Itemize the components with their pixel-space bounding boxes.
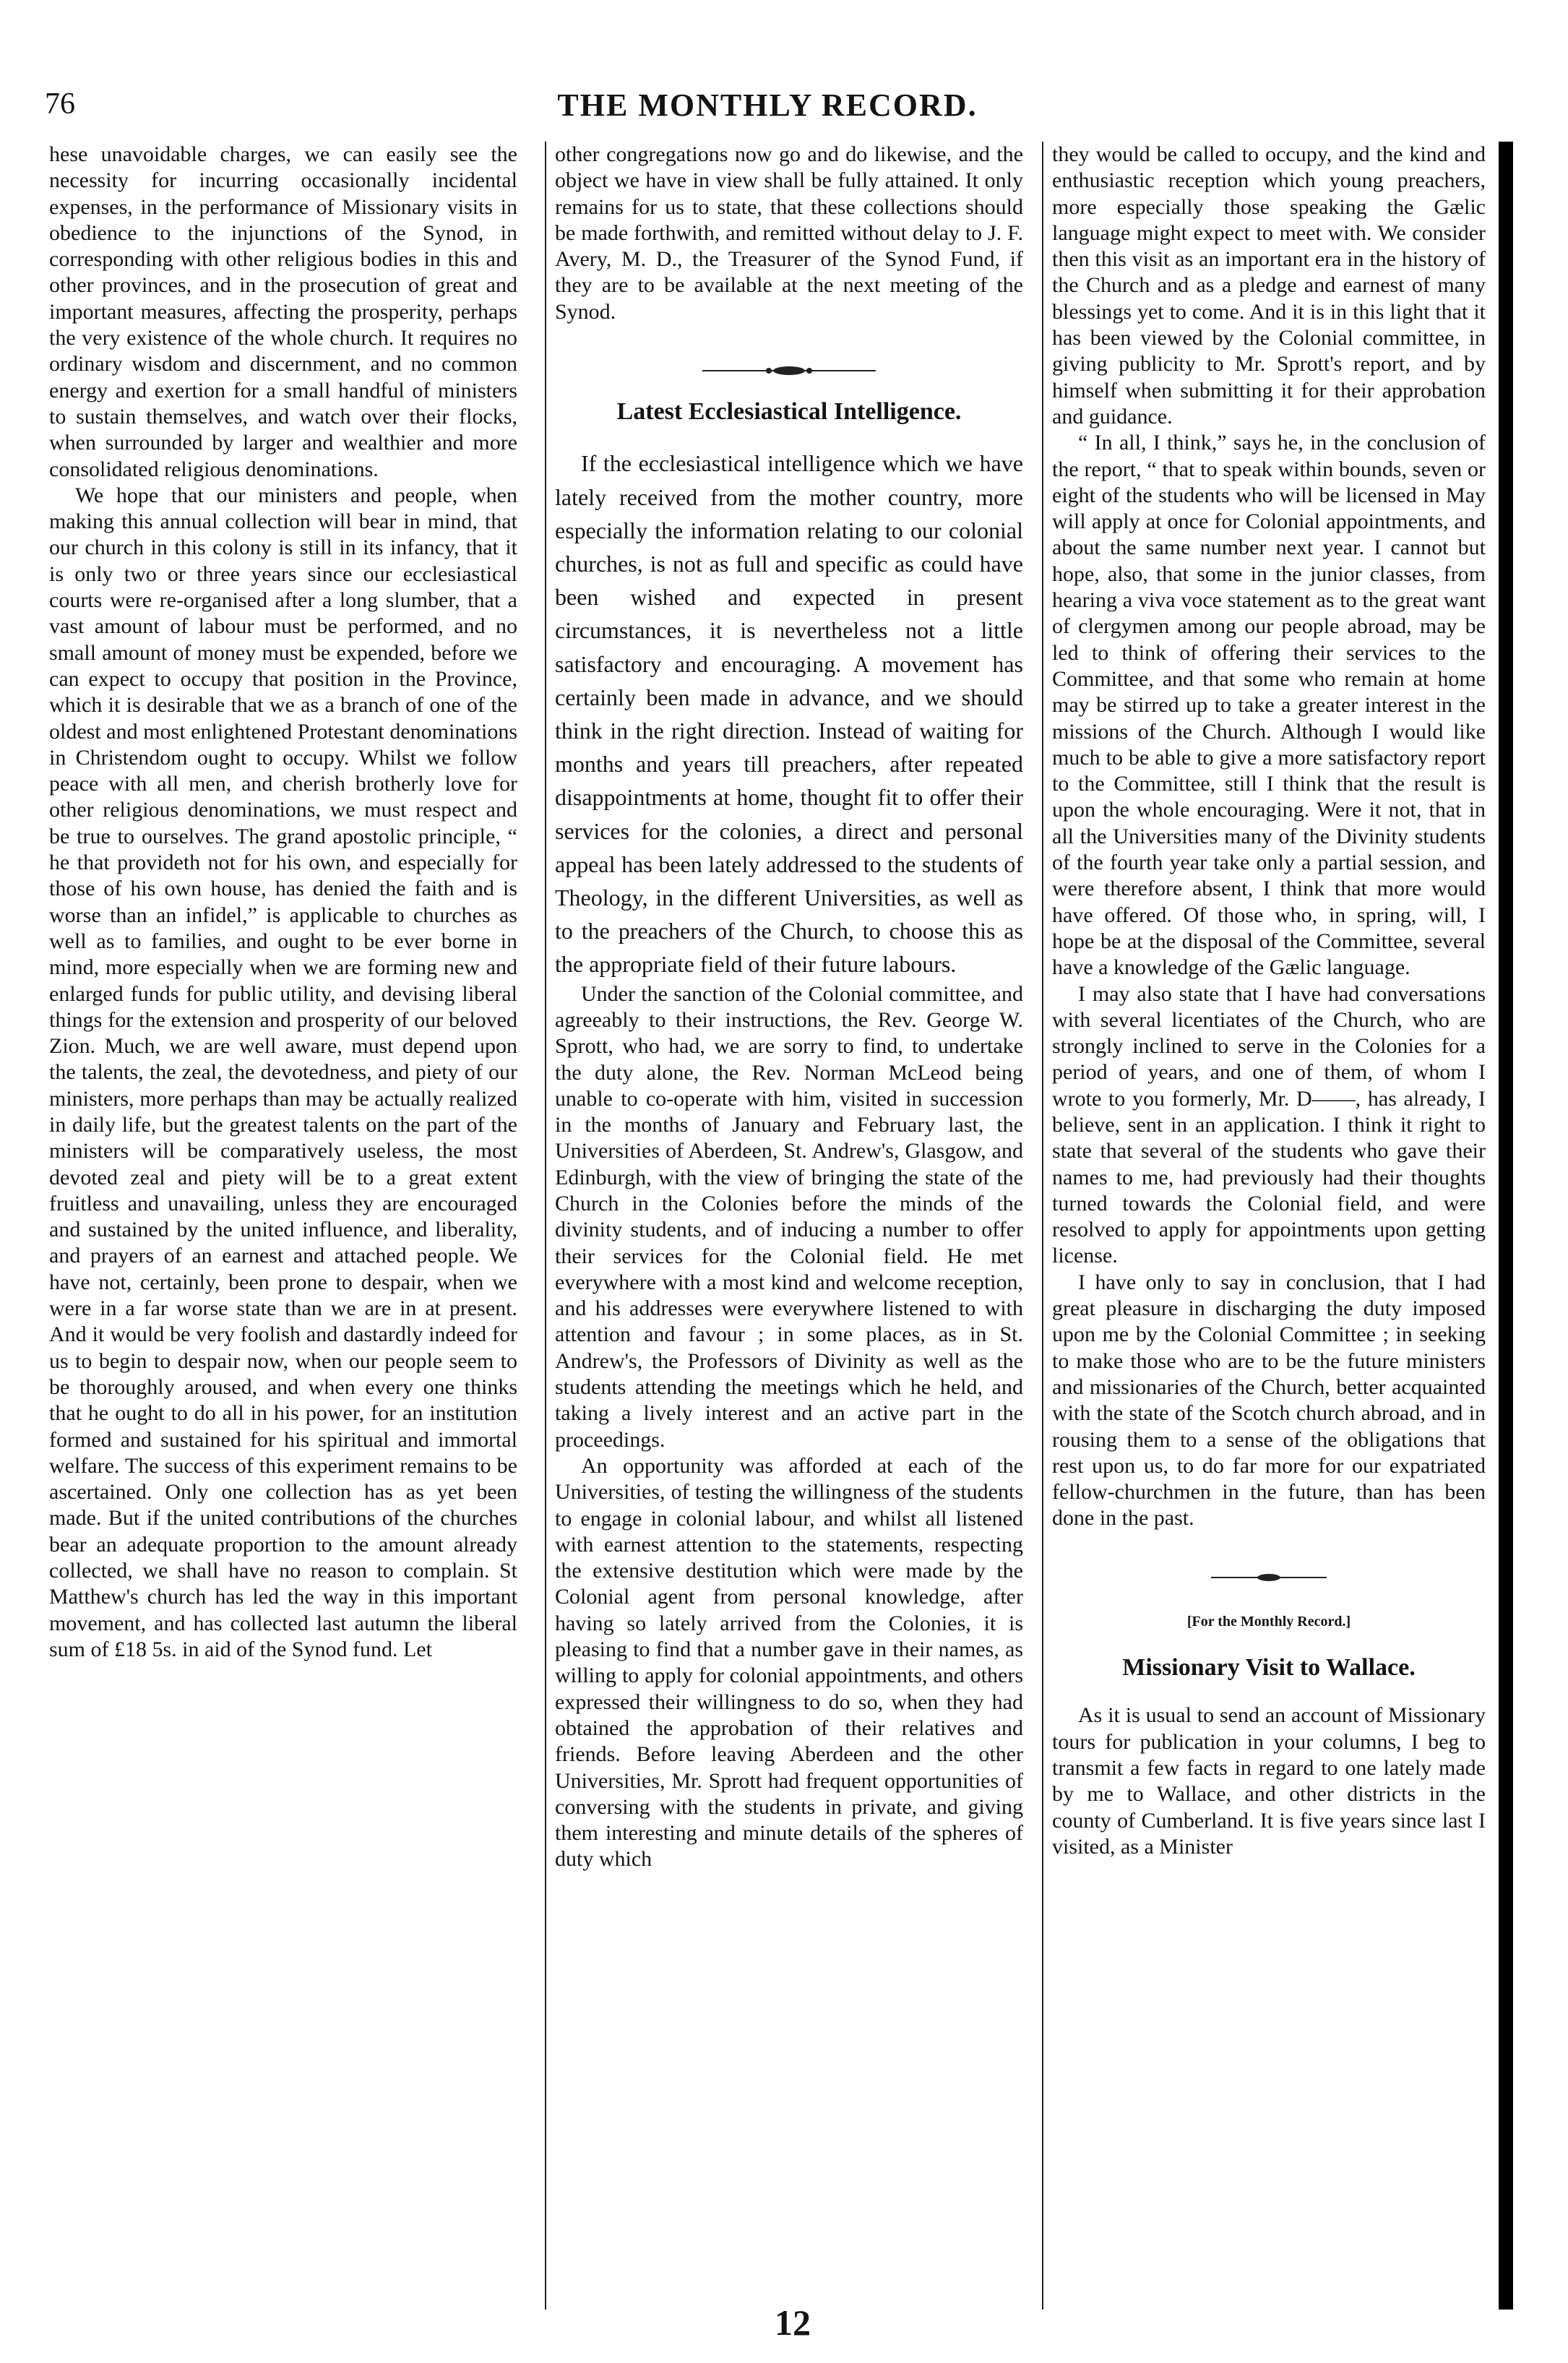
page-edge-shadow [1499,142,1513,2310]
article-paragraph: If the ecclesiastical intelligence which we have lately received from the mother country, more especially the information relating to our colonial churches, is not as full and specific as could have been wished and expected in present circumstances, it is nevertheless not a little satisfactory and encouraging. A movement has certainly been made in advance, and we should think in the right direction. Instead of waiting for months and years till preachers, after repeated disappointments at home, thought fit to offer their services for the colonies, a direct and personal appeal has been lately addressed to the students of Theology, in the different Universities, as well as to the preachers of the Church, to choose this as the appropriate field of their future labours. [555,450,1023,978]
column-1 [49,142,517,2310]
running-title: THE MONTHLY RECORD. [557,87,978,123]
column-3 [1052,142,1486,2310]
article-paragraph: An opportunity was afforded at each of the Universities, of testing the willingness of the students to engage in colonial labour, and whilst all listened with earnest attention to the statements, respecting the extensive destitution which were made by the Colonial agent from personal knowledge, after having so lately arrived from the Colonies, it is pleasing to find that a number gave in their names, as willing to apply for colonial appointments, and others expressed their willingness to do so, when they had obtained the approbation of their relatives and friends. Before leaving Aberdeen and the other Universities, Mr. Sprott had frequent opportunities of conversing with the students in private, and giving them interesting and minute details of the spheres of duty which [555,1453,1023,1872]
article-paragraph: they would be called to occupy, and the kind and enthusiastic reception which young preachers, more especially those speaking the Gælic language might expect to meet with. We consider then this visit as an important era in the history of the Church and as a pledge and earnest of many blessings yet to come. And it is in this light that it has been viewed by the Colonial committee, in giving publicity to Mr. Sprott's report, and by himself when submitting it for their approbation and guidance. [1052,142,1486,429]
article-credit: [For the Monthly Record.] [1186,1613,1351,1630]
page-number: 76 [45,87,75,121]
article-paragraph: I have only to say in conclusion, that I had great pleasure in discharging the duty imposed upon me by the Colonial Committee ; in seeking to make those who are to be the future ministers and missionaries of the Church, better acquainted with the state of the Scotch church abroad, and in rousing them to a sense of the obligations that rest upon us, to do far more for our expatriated fellow-churchmen in the future, than has been done in the past. [1052,1270,1486,1531]
column-rule-1 [545,142,546,2310]
section-heading: Latest Ecclesiastical Intelligence. [616,398,962,426]
ornament-divider [555,358,1023,373]
section-heading: Missionary Visit to Wallace. [1122,1654,1416,1682]
article-paragraph: As it is usual to send an account of Missionary tours for publication in your columns, I beg to transmit a few facts in regard to one lately made by me to Wallace, and other districts in the county of Cumberland. It is five years since last I visited, as a Minister [1052,1703,1486,1859]
column-2 [555,142,1023,2310]
article-paragraph: We hope that our ministers and people, when making this annual collection will bear in mind, that our church in this colony is still in its infancy, that it is only two or three years since our ecclesiastical courts were re-organised after a long slumber, that a vast amount of labour must be performed, and no small amount of money must be expended, before we can expect to occupy that position in the Province, which it is desirable that we as a branch of one of the oldest and most enlightened Protestant denominations in Christendom ought to occupy. Whilst we follow peace with all men, and cherish brotherly love for other religious denominations, we must respect and be true to ourselves. The grand apostolic principle, “ he that provideth not for his own, and especially for those of his own house, has denied the faith and is worse than an infidel,” is applicable to churches as well as to families, and ought to be ever borne in mind, more especially when we are forming new and enlarged funds for public utility, and devising liberal things for the extension and prosperity of our beloved Zion. Much, we are well aware, must depend upon the talents, the zeal, the devotedness, and piety of our ministers, more perhaps than may be actually realized in daily life, but the greatest talents on the part of the ministers will be comparatively useless, the most devoted zeal and piety will be to a great extent fruitless and unavailing, unless they are encouraged and sustained by the united influence, and liberality, and prayers of an earnest and attached people. We have not, certainly, been prone to despair, when we were in a far worse state than we are in at present. And it would be very foolish and dastardly indeed for us to begin to despair now, when our people seem to be thoroughly aroused, and when every one thinks that he ought to do all in his power, for an institution formed and sustained for his spiritual and immortal welfare. The success of this experiment remains to be ascertained. Only one collection has as yet been made. But if the united contributions of the churches bear an adequate proportion to the amount already collected, we shall have no reason to complain. St Matthew's church has led the way in this important movement, and has collected last autumn the liberal sum of £18 5s. in aid of the Synod fund. Let [49,483,517,1661]
ornament-divider [1052,1565,1486,1580]
article-paragraph: other congregations now go and do likewise, and the object we have in view shall be fully attained. It only remains for us to state, that these collections should be made forthwith, and remitted without delay to J. F. Avery, M. D., the Treasurer of the Synod Fund, if they are to be available at the next meeting of the Synod. [555,142,1023,324]
article-paragraph: hese unavoidable charges, we can easily see the necessity for incurring occasionally incidental expenses, in the performance of Missionary visits in obedience to the injunctions of the Synod, in corresponding with other religious bodies in this and other provinces, and in the prosecution of great and important measures, affecting the prosperity, perhaps the very existence of the whole church. It requires no ordinary wisdom and discernment, and no common energy and exertion for a small handful of ministers to sustain themselves, and watch over their flocks, when surrounded by larger and wealthier and more consolidated religious denominations. [49,142,517,481]
article-paragraph: Under the sanction of the Colonial committee, and agreeably to their instructions, the Rev. George W. Sprott, who had, we are sorry to find, to undertake the duty alone, the Rev. Norman McLeod being unable to co-operate with him, visited in succession in the months of January and February last, the Universities of Aberdeen, St. Andrew's, Glasgow, and Edinburgh, with the view of bringing the state of the Church in the Colonies before the minds of the divinity students, and of inducing a number to offer their services for the Colonial field. He met everywhere with a most kind and welcome reception, and his addresses were everywhere listened to with attention and favour ; in some places, as in St. Andrew's, the Professors of Divinity as well as the students attending the meetings which he held, and taking a lively interest and an active part in the proceedings. [555,981,1023,1452]
article-paragraph: I may also state that I have had conversations with several licentiates of the Church, who are strongly inclined to serve in the Colonies for a period of years, and one of them, of whom I wrote to you formerly, Mr. D——, has already, I believe, sent in an application. I think it right to state that several of the students who gave their names to me, had previously had their thoughts turned towards the Colonial field, and were resolved to apply for appointments upon getting license. [1052,981,1486,1268]
article-paragraph: “ In all, I think,” says he, in the conclusion of the report, “ that to speak within bounds, seven or eight of the students who will be licensed in May will apply at once for Colonial appointments, and about the same number next year. I cannot but hope, also, that some in the junior classes, from hearing a viva voce statement as to the great want of clergymen among our people abroad, may be led to think of offering their services to the Committee, and that some who remain at home may be stirred up to take a greater interest in the missions of the Church. Although I would like much to be able to give a more satisfactory report to the Committee, still I think that the result is upon the whole encouraging. Were it not, that in all the Universities many of the Divinity students of the fourth year take only a partial session, and were therefore absent, I think that more would have offered. Of those who, in spring, will, I hope be at the disposal of the Committee, several have a knowledge of the Gælic language. [1052,431,1486,980]
page-header [45,87,1490,130]
signature-mark: 12 [775,2302,811,2343]
column-rule-2 [1042,142,1043,2310]
